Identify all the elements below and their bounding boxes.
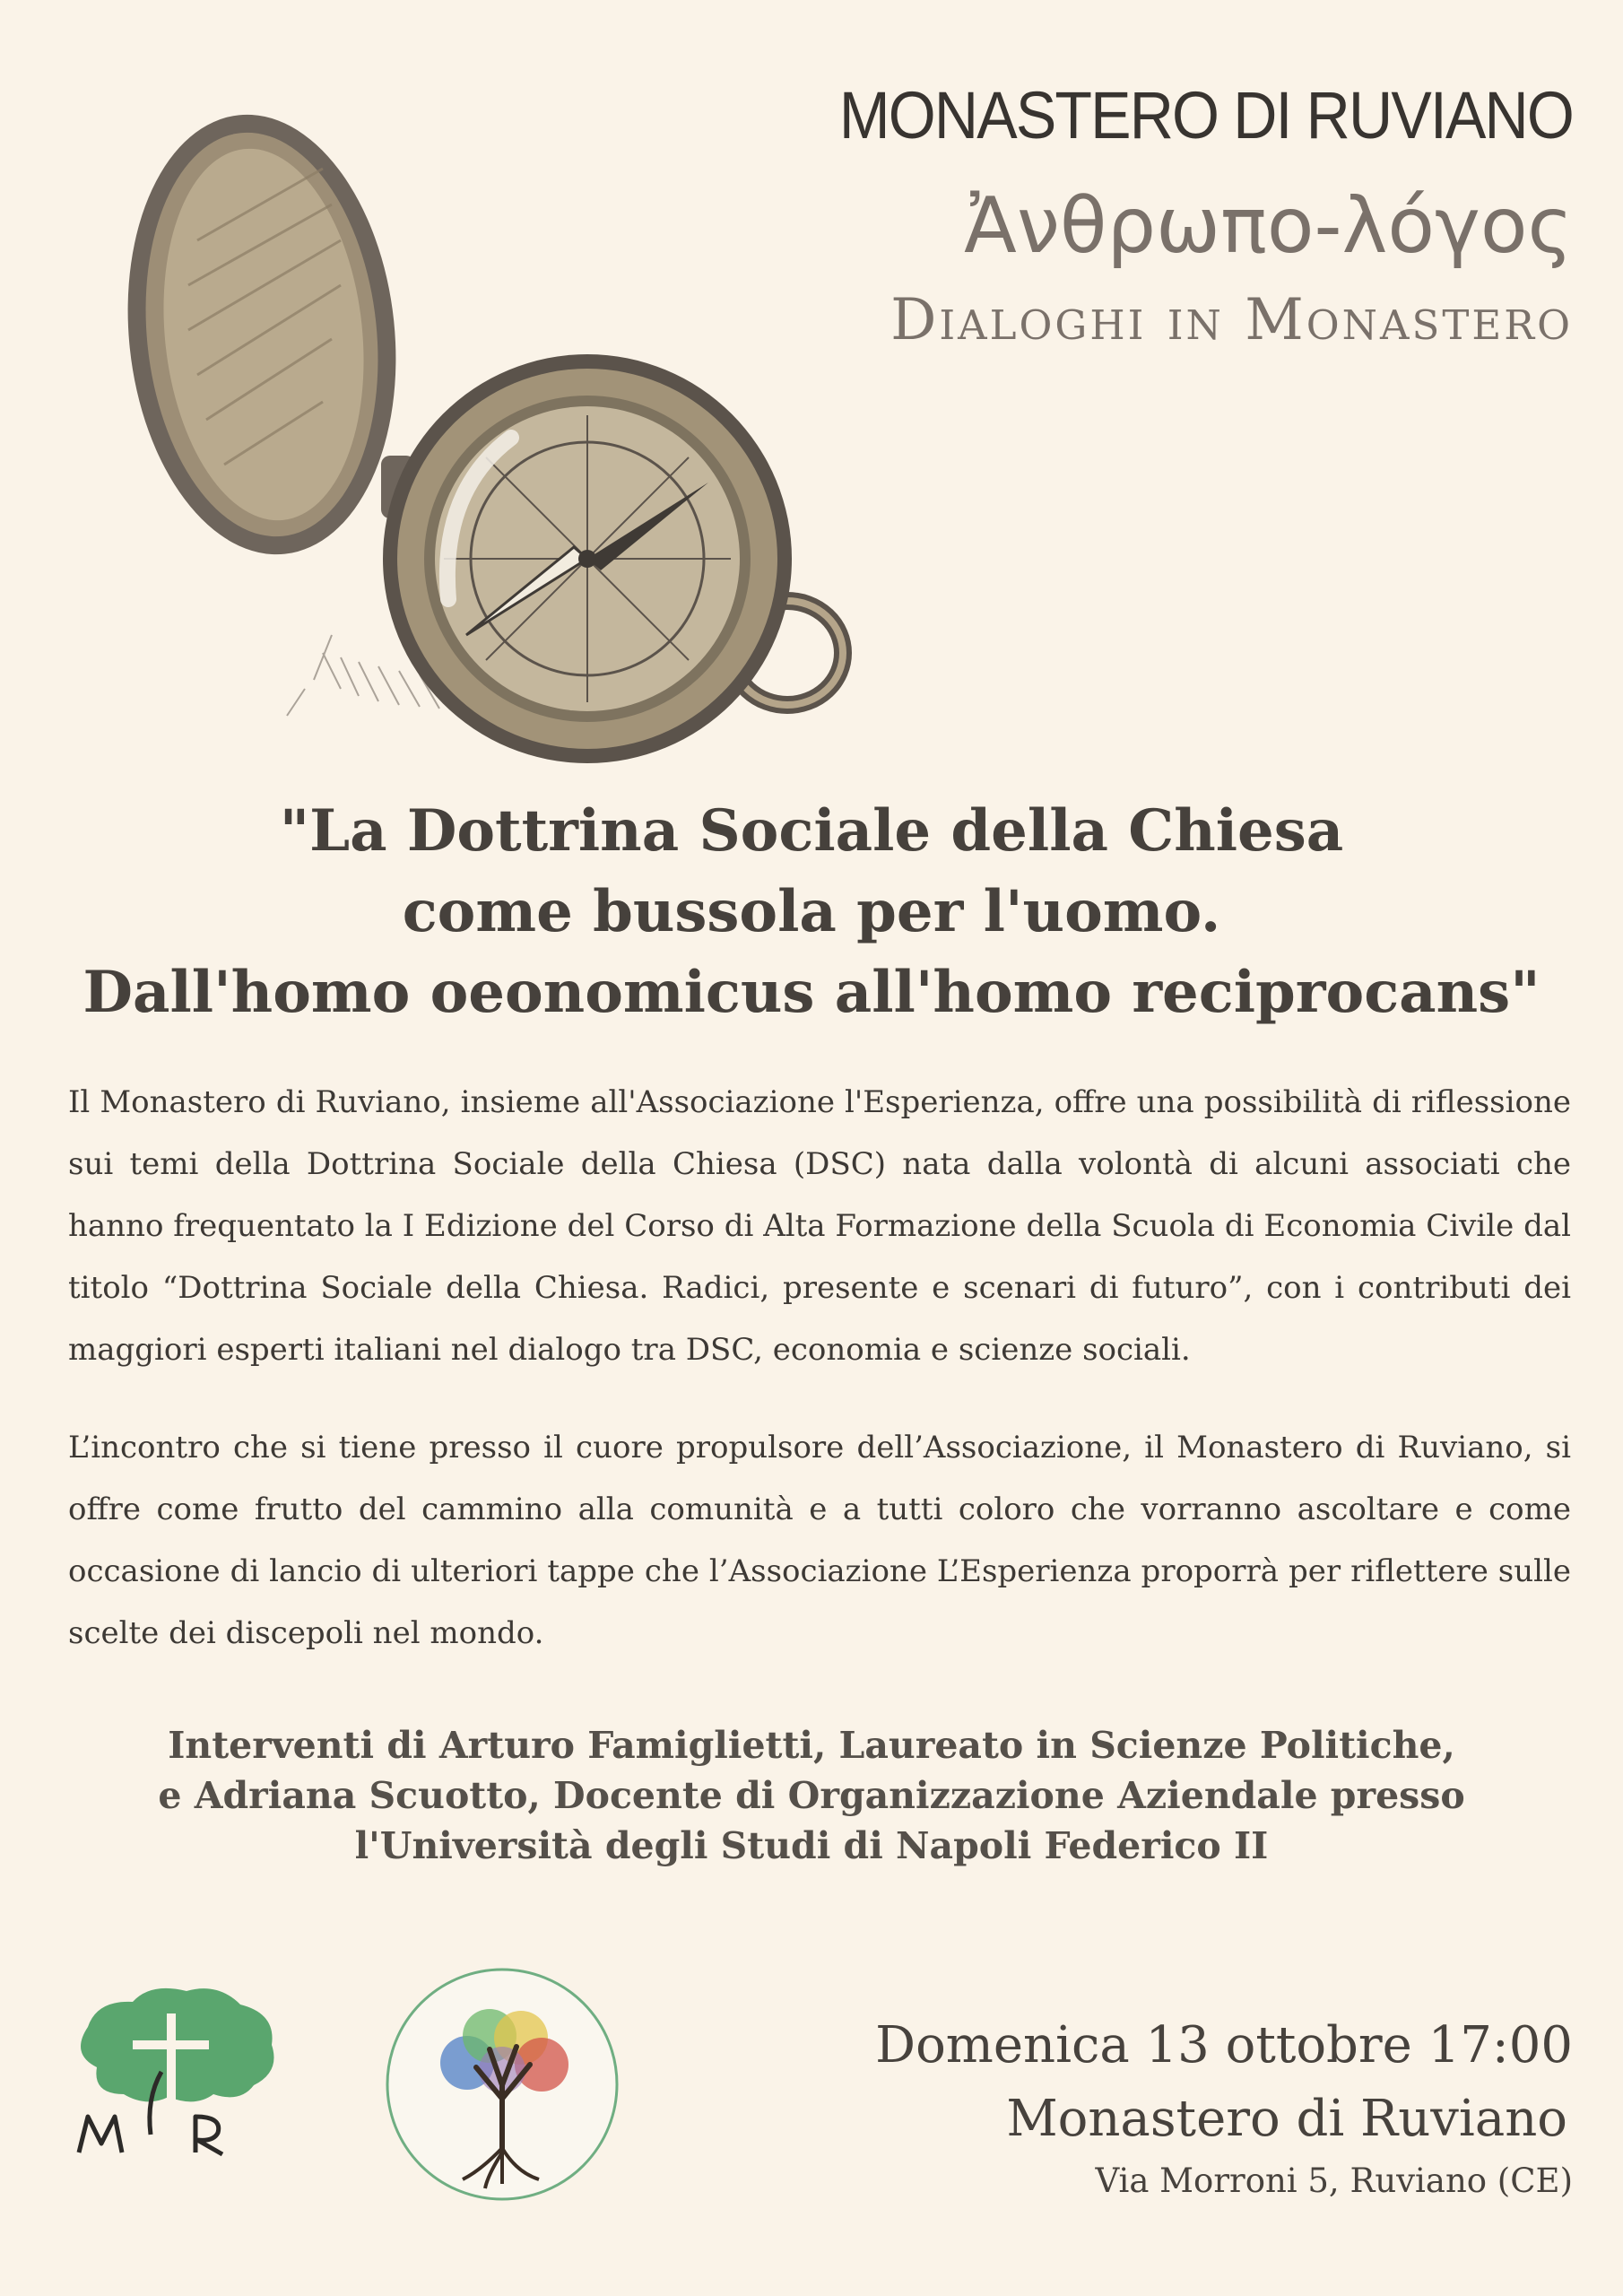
speakers-line: Interventi di Arturo Famiglietti, Laureato in Scienze Politiche, — [168, 1724, 1455, 1767]
main-title-line: Dall'homo oeonomicus all'homo reciprocans" — [82, 959, 1541, 1026]
speakers-line: e Adriana Scuotto, Docente di Organizzazione Aziendale presso — [158, 1774, 1465, 1817]
association-logo — [382, 1964, 622, 2205]
greek-title: Ἀνθρωπο-λόγος — [963, 181, 1573, 271]
monastery-logo — [61, 1982, 283, 2161]
body-paragraph-2: L’incontro che si tiene presso il cuore propulsore dell’Associazione, il Monastero di Ruviano, si offre come frutto del cammino alla comunità e a tutti coloro che vorranno ascoltare e come occasione di lancio di ulteriori tappe che l’Associazione L’Esperienza proporrà per riflettere sulle scelte dei discepoli nel mondo. — [68, 1430, 1571, 1651]
logo-letter-r — [195, 2117, 222, 2154]
event-date: Domenica 13 ottobre 17:00 — [875, 2016, 1573, 2074]
logo-letter-m — [79, 2117, 122, 2152]
main-title — [36, 791, 1587, 1033]
header-title: MONASTERO DI RUVIANO — [838, 78, 1573, 152]
compass-illustration — [63, 61, 861, 778]
event-address: Via Morroni 5, Ruviano (CE) — [1095, 2161, 1573, 2200]
speakers-line: l'Università degli Studi di Napoli Federico II — [354, 1824, 1269, 1867]
speakers-block — [54, 1720, 1569, 1871]
body-paragraph-1: Il Monastero di Ruviano, insieme all'Associazione l'Esperienza, offre una possibilità di riflessione sui temi della Dottrina Sociale della Chiesa (DSC) nata dalla volontà di alcuni associati che hanno frequentato la I Edizione del Corso di Alta Formazione della Scuola di Economia Civile dal titolo “Dottrina Sociale della Chiesa. Radici, presente e scenari di futuro”, con i contributi dei maggiori esperti italiani nel dialogo tra DSC, economia e scienze sociali. — [68, 1084, 1571, 1368]
main-title-line: "La Dottrina Sociale della Chiesa — [279, 797, 1344, 865]
event-venue: Monastero di Ruviano — [1006, 2090, 1567, 2148]
header-subtitle: Dialoghi in Monastero — [890, 287, 1573, 353]
main-title-line: come bussola per l'uomo. — [402, 878, 1221, 945]
